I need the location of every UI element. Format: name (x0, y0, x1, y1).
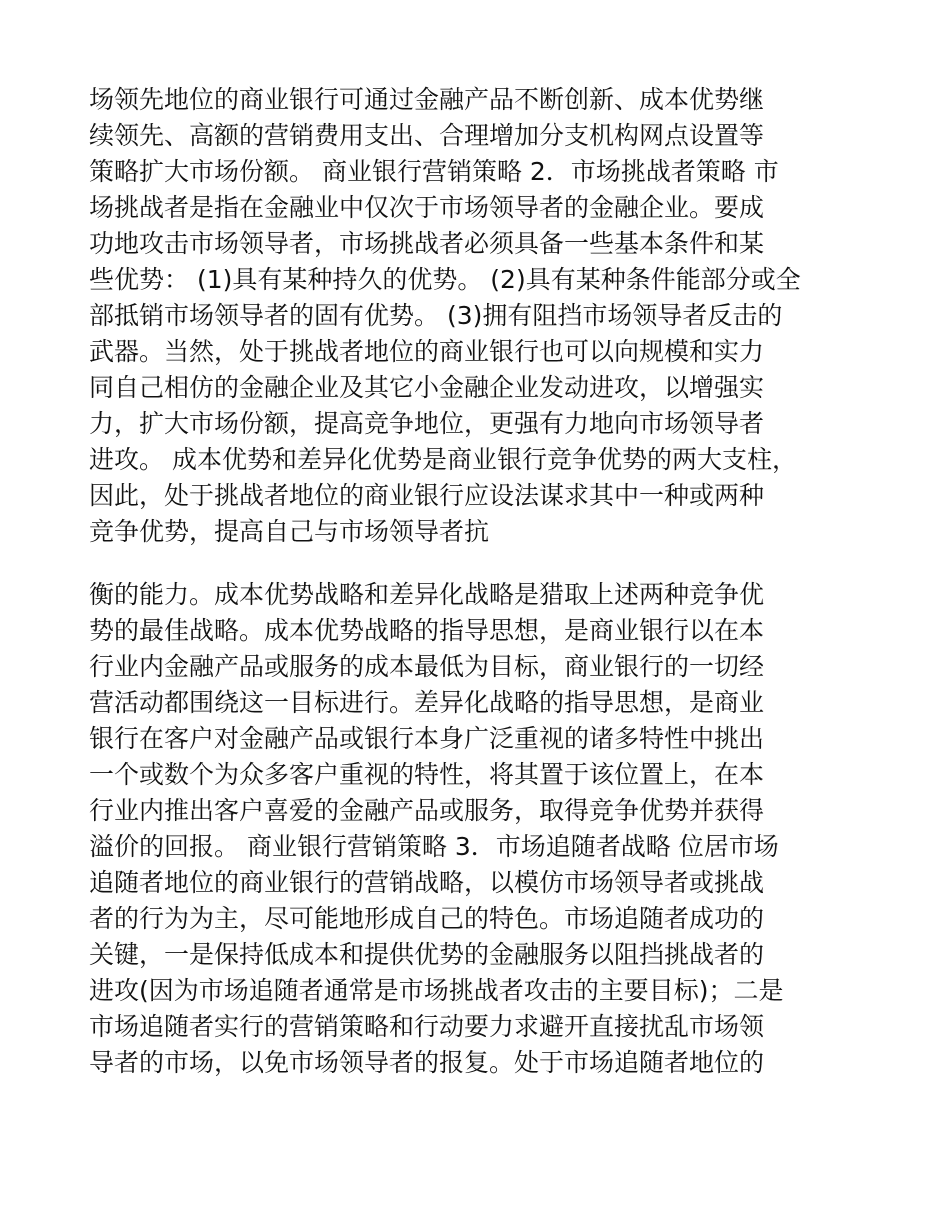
text-line: 导者的市场，以免市场领导者的报复。处于市场追随者地位的 (89, 1048, 765, 1077)
text-line: 力，扩大市场份额，提高竞争地位，更强有力地向市场领导者 (89, 409, 765, 438)
text-line: 营活动都围绕这一目标进行。差异化战略的指导思想，是商业 (89, 688, 765, 717)
text-line: 行业内推出客户喜爱的金融产品或服务，取得竞争优势并获得 (89, 796, 765, 825)
text-line: 势的最佳战略。成本优势战略的指导思想，是商业银行以在本 (89, 616, 765, 645)
text-line: 功地攻击市场领导者，市场挑战者必须具备一些基本条件和某 (89, 229, 765, 258)
text-line: 因此，处于挑战者地位的商业银行应设法谋求其中一种或两种 (89, 481, 765, 510)
text-line: 溢价的回报。 商业银行营销策略 3．市场追随者战略 位居市场 (89, 832, 779, 861)
paragraph-2 (89, 577, 864, 1081)
text-line: 进攻(因为市场追随者通常是市场挑战者攻击的主要目标)；二是 (89, 976, 784, 1005)
text-line: 策略扩大市场份额。 商业银行营销策略 2．市场挑战者策略 市 (89, 157, 779, 186)
text-line: 场挑战者是指在金融业中仅次于市场领导者的金融企业。要成 (89, 193, 765, 222)
text-line: 竞争优势，提高自己与市场领导者抗 (89, 517, 490, 546)
text-line: 追随者地位的商业银行的营销战略，以模仿市场领导者或挑战 (89, 868, 765, 897)
text-line: 行业内金融产品或服务的成本最低为目标，商业银行的一切经 (89, 652, 765, 681)
text-line: 关键，一是保持低成本和提供优势的金融服务以阻挡挑战者的 (89, 940, 765, 969)
text-line: 场领先地位的商业银行可通过金融产品不断创新、成本优势继 (89, 85, 765, 114)
text-line: 银行在客户对金融产品或银行本身广泛重视的诸多特性中挑出 (89, 724, 765, 753)
text-line: 进攻。 成本优势和差异化优势是商业银行竞争优势的两大支柱， (89, 445, 797, 474)
paragraph-1 (89, 82, 864, 550)
text-line: 市场追随者实行的营销策略和行动要力求避开直接扰乱市场领 (89, 1012, 765, 1041)
text-line: 同自己相仿的金融企业及其它小金融企业发动进攻，以增强实 (89, 373, 765, 402)
text-line: 者的行为为主，尽可能地形成自己的特色。市场追随者成功的 (89, 904, 765, 933)
text-line: 衡的能力。成本优势战略和差异化战略是猎取上述两种竞争优 (89, 580, 765, 609)
text-line: 些优势： (1)具有某种持久的优势。 (2)具有某种条件能部分或全 (89, 265, 801, 294)
text-line: 续领先、高额的营销费用支出、合理增加分支机构网点设置等 (89, 121, 765, 150)
text-line: 部抵销市场领导者的固有优势。 (3)拥有阻挡市场领导者反击的 (89, 301, 783, 330)
text-line: 武器。当然，处于挑战者地位的商业银行也可以向规模和实力 (89, 337, 765, 366)
text-line: 一个或数个为众多客户重视的特性，将其置于该位置上，在本 (89, 760, 765, 789)
